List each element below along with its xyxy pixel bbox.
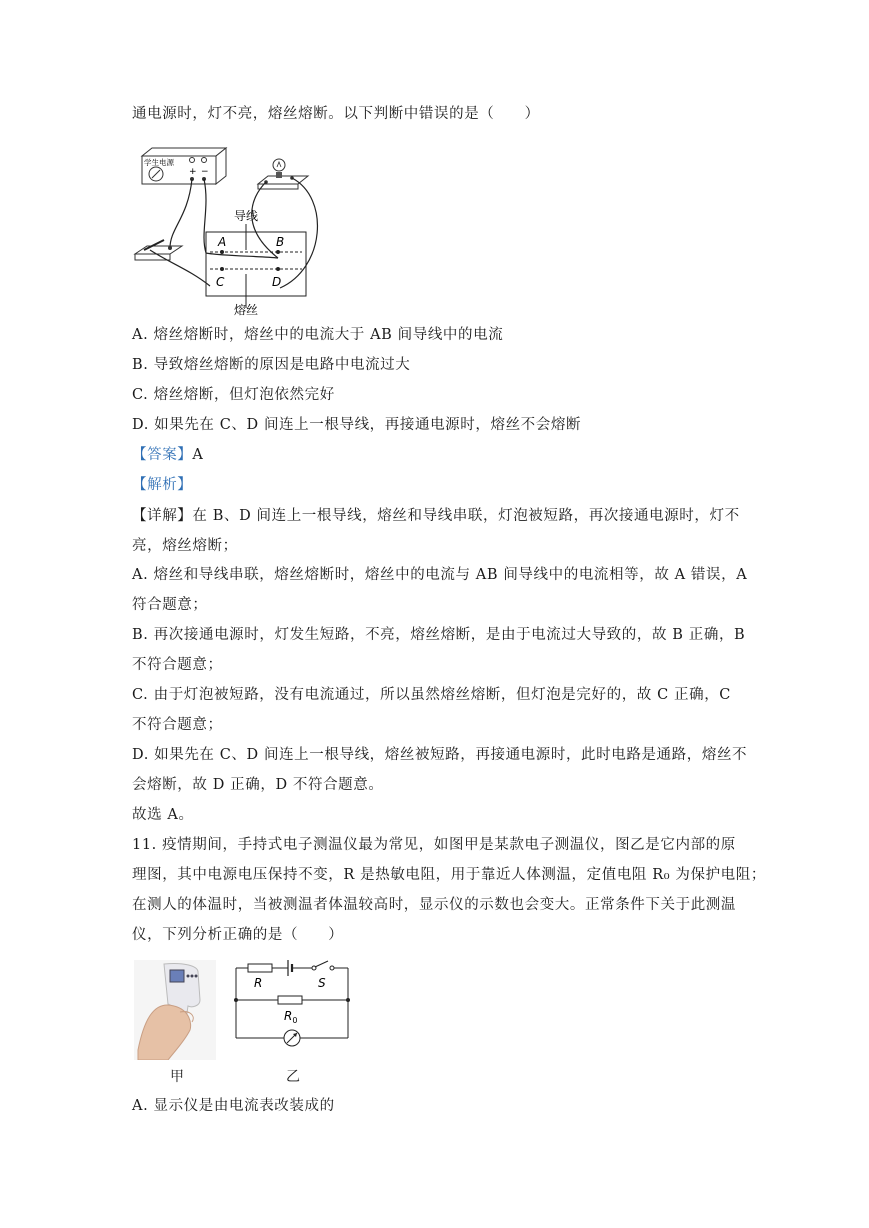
q11-stem-line-3: 在测人的体温时，当被测温者体温较高时，显示仪的示数也会变大。正常条件下关于此测温	[132, 897, 736, 913]
svg-text:A: A	[218, 235, 227, 249]
knife-switch	[135, 240, 182, 260]
svg-text:R: R	[254, 976, 263, 990]
svg-text:D: D	[272, 275, 282, 289]
analysis-tag: 【解析】	[132, 477, 193, 493]
svg-text:熔丝: 熔丝	[234, 303, 259, 317]
thermometer-photo	[134, 960, 216, 1060]
detail-line-4: 符合题意；	[132, 597, 208, 613]
detail-line-10: 会熔断，故 D 正确，D 不符合题意。	[132, 777, 384, 793]
detail-line-2: 亮，熔丝熔断；	[132, 538, 238, 554]
caption-yi: 乙	[286, 1069, 300, 1085]
detail-line-8: 不符合题意；	[132, 717, 223, 733]
answer-row	[132, 445, 203, 465]
detail-line-9: D. 如果先在 C、D 间连上一根导线，熔丝被短路，再接通电源时，此时电路是通路，熔丝不	[132, 747, 748, 763]
svg-text:R0: $R_0$	[284, 1009, 298, 1025]
q10-option-d: D. 如果先在 C、D 间连上一根导线，再接通电源时，熔丝不会熔断	[132, 417, 582, 433]
thermometer-circuit	[228, 958, 354, 1060]
caption-jia: 甲	[170, 1069, 184, 1085]
q10-option-c: C. 熔丝熔断，但灯泡依然完好	[132, 387, 335, 403]
detail-line-5: B. 再次接通电源时，灯发生短路，不亮，熔丝熔断，是由于电流过大导致的，故 B 正确，B	[132, 627, 746, 643]
detail-line-3: A. 熔丝和导线串联，熔丝熔断时，熔丝中的电流与 AB 间导线中的电流相等，故 A 错误，A	[132, 567, 748, 583]
detail-line-6: 不符合题意；	[132, 657, 223, 673]
q11-stem-line-2: 理图，其中电源电压保持不变，R 是热敏电阻，用于靠近人体测温，定值电阻 R₀ 为保护电阻；	[132, 867, 766, 883]
q10-option-a: A. 熔丝熔断时，熔丝中的电流大于 AB 间导线中的电流	[132, 327, 504, 343]
detail-line-7: C. 由于灯泡被短路，没有电流通过，所以虽然熔丝熔断，但灯泡是完好的，故 C 正确，C	[132, 687, 731, 703]
svg-text:B: B	[276, 235, 285, 249]
detail-line-1: 【详解】在 B、D 间连上一根导线，熔丝和导线串联，灯泡被短路，再次接通电源时，灯不	[132, 508, 740, 524]
q10-stem-tail: 通电源时，灯不亮，熔丝熔断。以下判断中错误的是（ ）	[132, 106, 540, 122]
answer-value: A	[192, 447, 204, 463]
svg-text:+: +	[189, 167, 197, 177]
q11-stem-line-4: 仪，下列分析正确的是（ ）	[132, 927, 344, 943]
svg-text:−: −	[201, 167, 209, 177]
q11-option-a: A. 显示仪是由电流表改装成的	[132, 1098, 335, 1114]
svg-text:S: S	[318, 976, 326, 990]
answer-tag: 【答案】	[132, 447, 193, 463]
q11-stem-line-1: 11. 疫情期间，手持式电子测温仪最为常见，如图甲是某款电子测温仪，图乙是它内部的原	[132, 837, 736, 853]
fuse-circuit-figure	[130, 138, 342, 320]
student-power-supply	[142, 148, 226, 184]
detail-line-11: 故选 A。	[132, 807, 194, 823]
svg-text:学生电源: 学生电源	[144, 158, 174, 167]
q10-option-b: B. 导致熔丝熔断的原因是电路中电流过大	[132, 357, 411, 373]
svg-text:导线: 导线	[234, 209, 259, 223]
svg-text:C: C	[216, 275, 225, 289]
